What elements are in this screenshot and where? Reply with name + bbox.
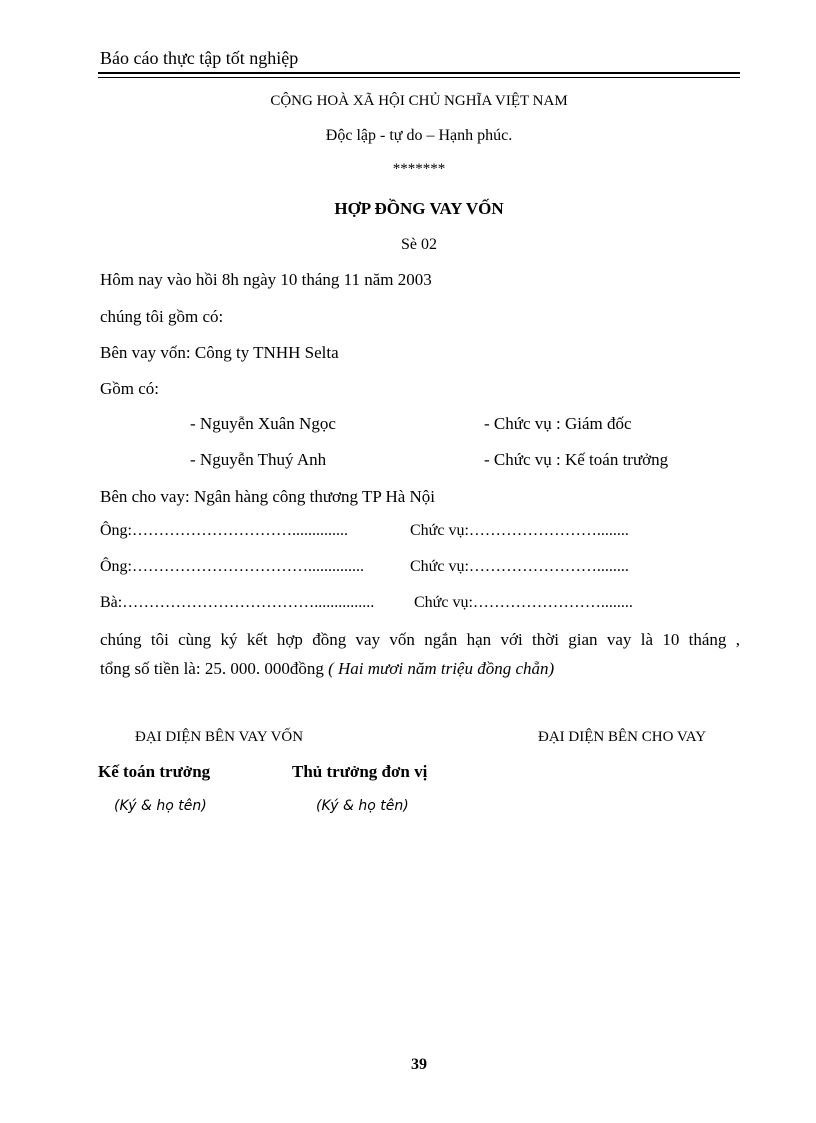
lender-line: Bên cho vay: Ngân hàng công thương TP Hà Nội — [100, 487, 436, 506]
member-position: - Chức vụ : Giám đốc — [484, 414, 632, 433]
contract-number: Sè 02 — [401, 236, 437, 253]
we-include-line: chúng tôi gồm có: — [100, 307, 224, 326]
includes-line: Gồm có: — [100, 379, 160, 398]
member-name: - Nguyễn Thuý Anh — [190, 450, 327, 469]
unit-head-label: Thủ trưởng đơn vị — [292, 762, 428, 781]
agreement-line-2 — [100, 659, 554, 679]
page-number: 39 — [411, 1056, 427, 1073]
date-line: Hôm nay vào hồi 8h ngày 10 tháng 11 năm 2003 — [100, 270, 432, 289]
agreement-line-1: chúng tôi cùng ký kết hợp đồng vay vốn ngắn hạn với thời gian vay là 10 tháng , — [100, 630, 740, 649]
lender-representative-heading: ĐẠI DIỆN BÊN CHO VAY — [538, 729, 707, 745]
nation-heading: CỘNG HOÀ XÃ HỘI CHỦ NGHĨA VIỆT NAM — [270, 93, 568, 109]
borrower-representative-heading: ĐẠI DIỆN BÊN VAY VỐN — [135, 729, 304, 745]
contract-title: HỢP ĐỒNG VAY VỐN — [334, 199, 504, 218]
stars-divider: ******* — [392, 161, 446, 177]
chief-accountant-label: Kế toán trưởng — [98, 762, 211, 781]
lender-rep-position: Chức vụ:……………………........ — [410, 522, 629, 539]
header-rule-thick — [98, 72, 740, 74]
lender-rep-name: Ông:………………………….............. — [100, 522, 348, 539]
lender-rep-position: Chức vụ:……………………........ — [414, 594, 633, 611]
header-rule-thin — [98, 77, 740, 78]
sign-note: (Ký & họ tên) — [316, 798, 409, 814]
amount-in-words: ( Hai mươi năm triệu đồng chẵn) — [328, 659, 555, 678]
member-name: - Nguyễn Xuân Ngọc — [190, 414, 336, 433]
total-amount: tổng số tiền là: 25. 000. 000đồng — [100, 659, 324, 678]
report-header-title: Báo cáo thực tập tốt nghiệp — [100, 48, 299, 68]
borrower-line: Bên vay vốn: Công ty TNHH Selta — [100, 343, 339, 362]
lender-rep-position: Chức vụ:……………………........ — [410, 558, 629, 575]
lender-rep-name: Ông:…………………………….............. — [100, 558, 364, 575]
lender-rep-name: Bà:………………………………............... — [100, 594, 375, 611]
sign-note: (Ký & họ tên) — [114, 798, 207, 814]
motto: Độc lập - tự do – Hạnh phúc. — [325, 127, 513, 144]
member-position: - Chức vụ : Kế toán trưởng — [484, 450, 669, 469]
